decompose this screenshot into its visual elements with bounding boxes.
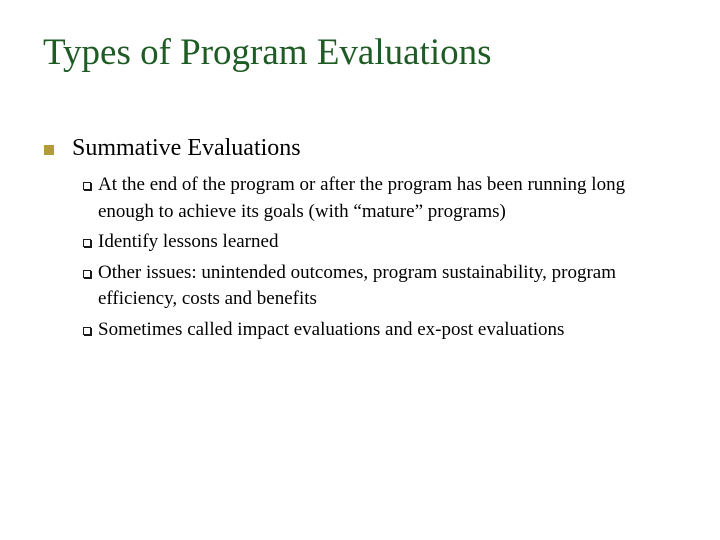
- sub-bullet-text: Other issues: unintended outcomes, program sustainability, program efficiency, costs and benefits: [98, 261, 617, 309]
- bullet-item-summative: [44, 132, 684, 164]
- sub-bullet-item: [83, 260, 653, 313]
- hollow-square-bullet-icon: [83, 327, 91, 335]
- hollow-square-bullet-icon: [83, 270, 91, 278]
- bullet-list: [44, 132, 684, 340]
- hollow-square-bullet-icon: [83, 182, 91, 190]
- sub-bullet-list: [83, 172, 653, 347]
- sub-bullet-item: [83, 317, 653, 344]
- bullet-text: Summative Evaluations: [72, 135, 301, 161]
- sub-bullet-text: At the end of the program or after the program has been running long enough to achieve its goals (with “mature” programs): [98, 174, 626, 222]
- sub-bullet-text: Identify lessons learned: [98, 231, 279, 252]
- square-bullet-icon: [44, 145, 54, 155]
- hollow-square-bullet-icon: [83, 239, 91, 247]
- slide-title: Types of Program Evaluations: [43, 32, 492, 73]
- sub-bullet-item: [83, 172, 653, 225]
- sub-bullet-item: [83, 229, 653, 256]
- sub-bullet-text: Sometimes called impact evaluations and ex-post evaluations: [98, 318, 565, 340]
